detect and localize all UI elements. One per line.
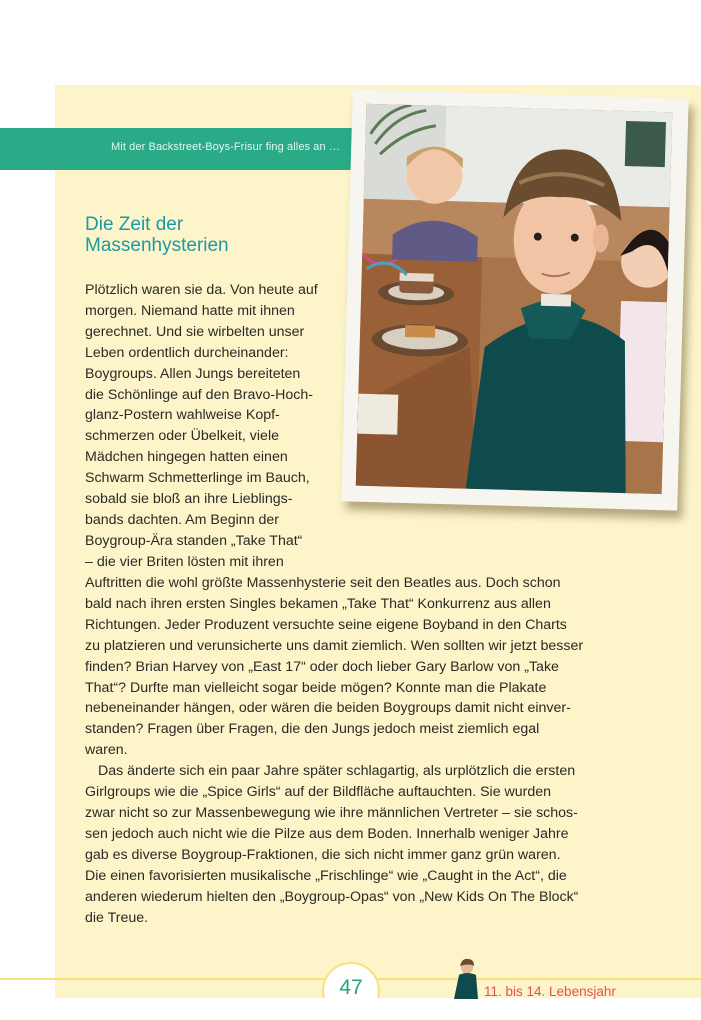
text-line: sobald sie bloß an ihre Lieblings- <box>85 491 293 508</box>
text-line: Boygroup-Ära standen „Take That“ <box>85 532 303 549</box>
boy-figure-icon <box>454 957 484 999</box>
page-bottom-margin <box>300 998 410 1020</box>
text-line: gerechnet. Und sie wirbelten unser <box>85 323 305 340</box>
paragraph-1-end <box>85 573 625 761</box>
text-line: bald nach ihren ersten Singles bekamen „Take That“ Konkurrenz aus allen <box>85 595 551 612</box>
text-line: Richtungen. Jeder Produzent versuchte seine eigene Boyband in den Charts <box>85 616 567 633</box>
text-line: standen? Fragen über Fragen, die den Jungs jedoch meist ziemlich egal <box>85 721 540 738</box>
text-line: morgen. Niemand hatte mit ihnen <box>85 302 295 319</box>
article-title <box>85 214 229 256</box>
text-line: finden? Brian Harvey von „East 17“ oder doch lieber Gary Barlow von „Take <box>85 658 559 675</box>
text-line: gab es diverse Boygroup-Fraktionen, die sich nicht immer ganz grün waren. <box>85 846 561 863</box>
article-body-narrow <box>85 280 345 573</box>
article-body-wide <box>85 573 625 928</box>
text-line: die Treue. <box>85 909 149 926</box>
text-line: Boygroups. Allen Jungs bereiteten <box>85 365 301 382</box>
text-line: Girlgroups wie die „Spice Girls“ auf der Bildfläche auftauchten. Sie wurden <box>85 784 552 801</box>
text-line: Plötzlich waren sie da. Von heute auf <box>85 282 318 298</box>
text-line: waren. <box>85 742 128 759</box>
title-line: Die Zeit der <box>85 214 184 235</box>
text-line: Mädchen hingegen hatten einen <box>85 449 288 466</box>
text-line: That“? Durfte man vielleicht sogar beide mögen? Konnte man die Plakate <box>85 679 547 696</box>
text-line: Leben ordentlich durcheinander: <box>85 344 289 361</box>
banner-text: Mit der Backstreet-Boys-Frisur fing alles an … <box>111 141 340 153</box>
text-line: zwar nicht so zur Massenbewegung wie ihre männlichen Vertreter – sie schos- <box>85 804 578 821</box>
section-age-label: 11. bis 14. Lebensjahr <box>484 984 616 999</box>
text-line: zu platzieren und verunsicherte uns damit ziemlich. Wen sollten wir jetzt besser <box>85 637 584 654</box>
paragraph-2 <box>85 761 625 928</box>
text-line: Auftritten die wohl größte Massenhysterie seit den Beatles aus. Doch schon <box>85 575 561 591</box>
photo-icon <box>356 104 673 494</box>
text-line: schmerzen oder Übelkeit, viele <box>85 428 279 445</box>
text-line: nebeneinander hängen, oder wären die beiden Boygroups damit nicht einver- <box>85 700 571 717</box>
text-line: sen jedoch auch nicht wie die Pilze aus dem Boden. Innerhalb weniger Jahre <box>85 825 569 842</box>
text-line: glanz-Postern wahlweise Kopf- <box>85 407 280 424</box>
photo-frame <box>341 89 688 510</box>
title-line: Massenhysterien <box>85 235 229 256</box>
text-line: anderen wiederum hielten den „Boygroup-Opas“ von „New Kids On The Block“ <box>85 888 579 905</box>
text-line: Schwarm Schmetterlinge im Bauch, <box>85 470 310 487</box>
text-line: bands dachten. Am Beginn der <box>85 511 280 528</box>
text-line: – die vier Briten lösten mit ihren <box>85 553 284 570</box>
page-number: 47 <box>339 976 363 999</box>
text-line: Das änderte sich ein paar Jahre später schlagartig, als urplötzlich die ersten <box>98 763 576 780</box>
text-line: die Schönlinge auf den Bravo-Hoch- <box>85 386 313 403</box>
text-line: Die einen favorisierten musikalische „Frischlinge“ wie „Caught in the Act“, die <box>85 867 567 884</box>
paragraph-1-start <box>85 280 345 573</box>
section-banner <box>0 128 354 170</box>
